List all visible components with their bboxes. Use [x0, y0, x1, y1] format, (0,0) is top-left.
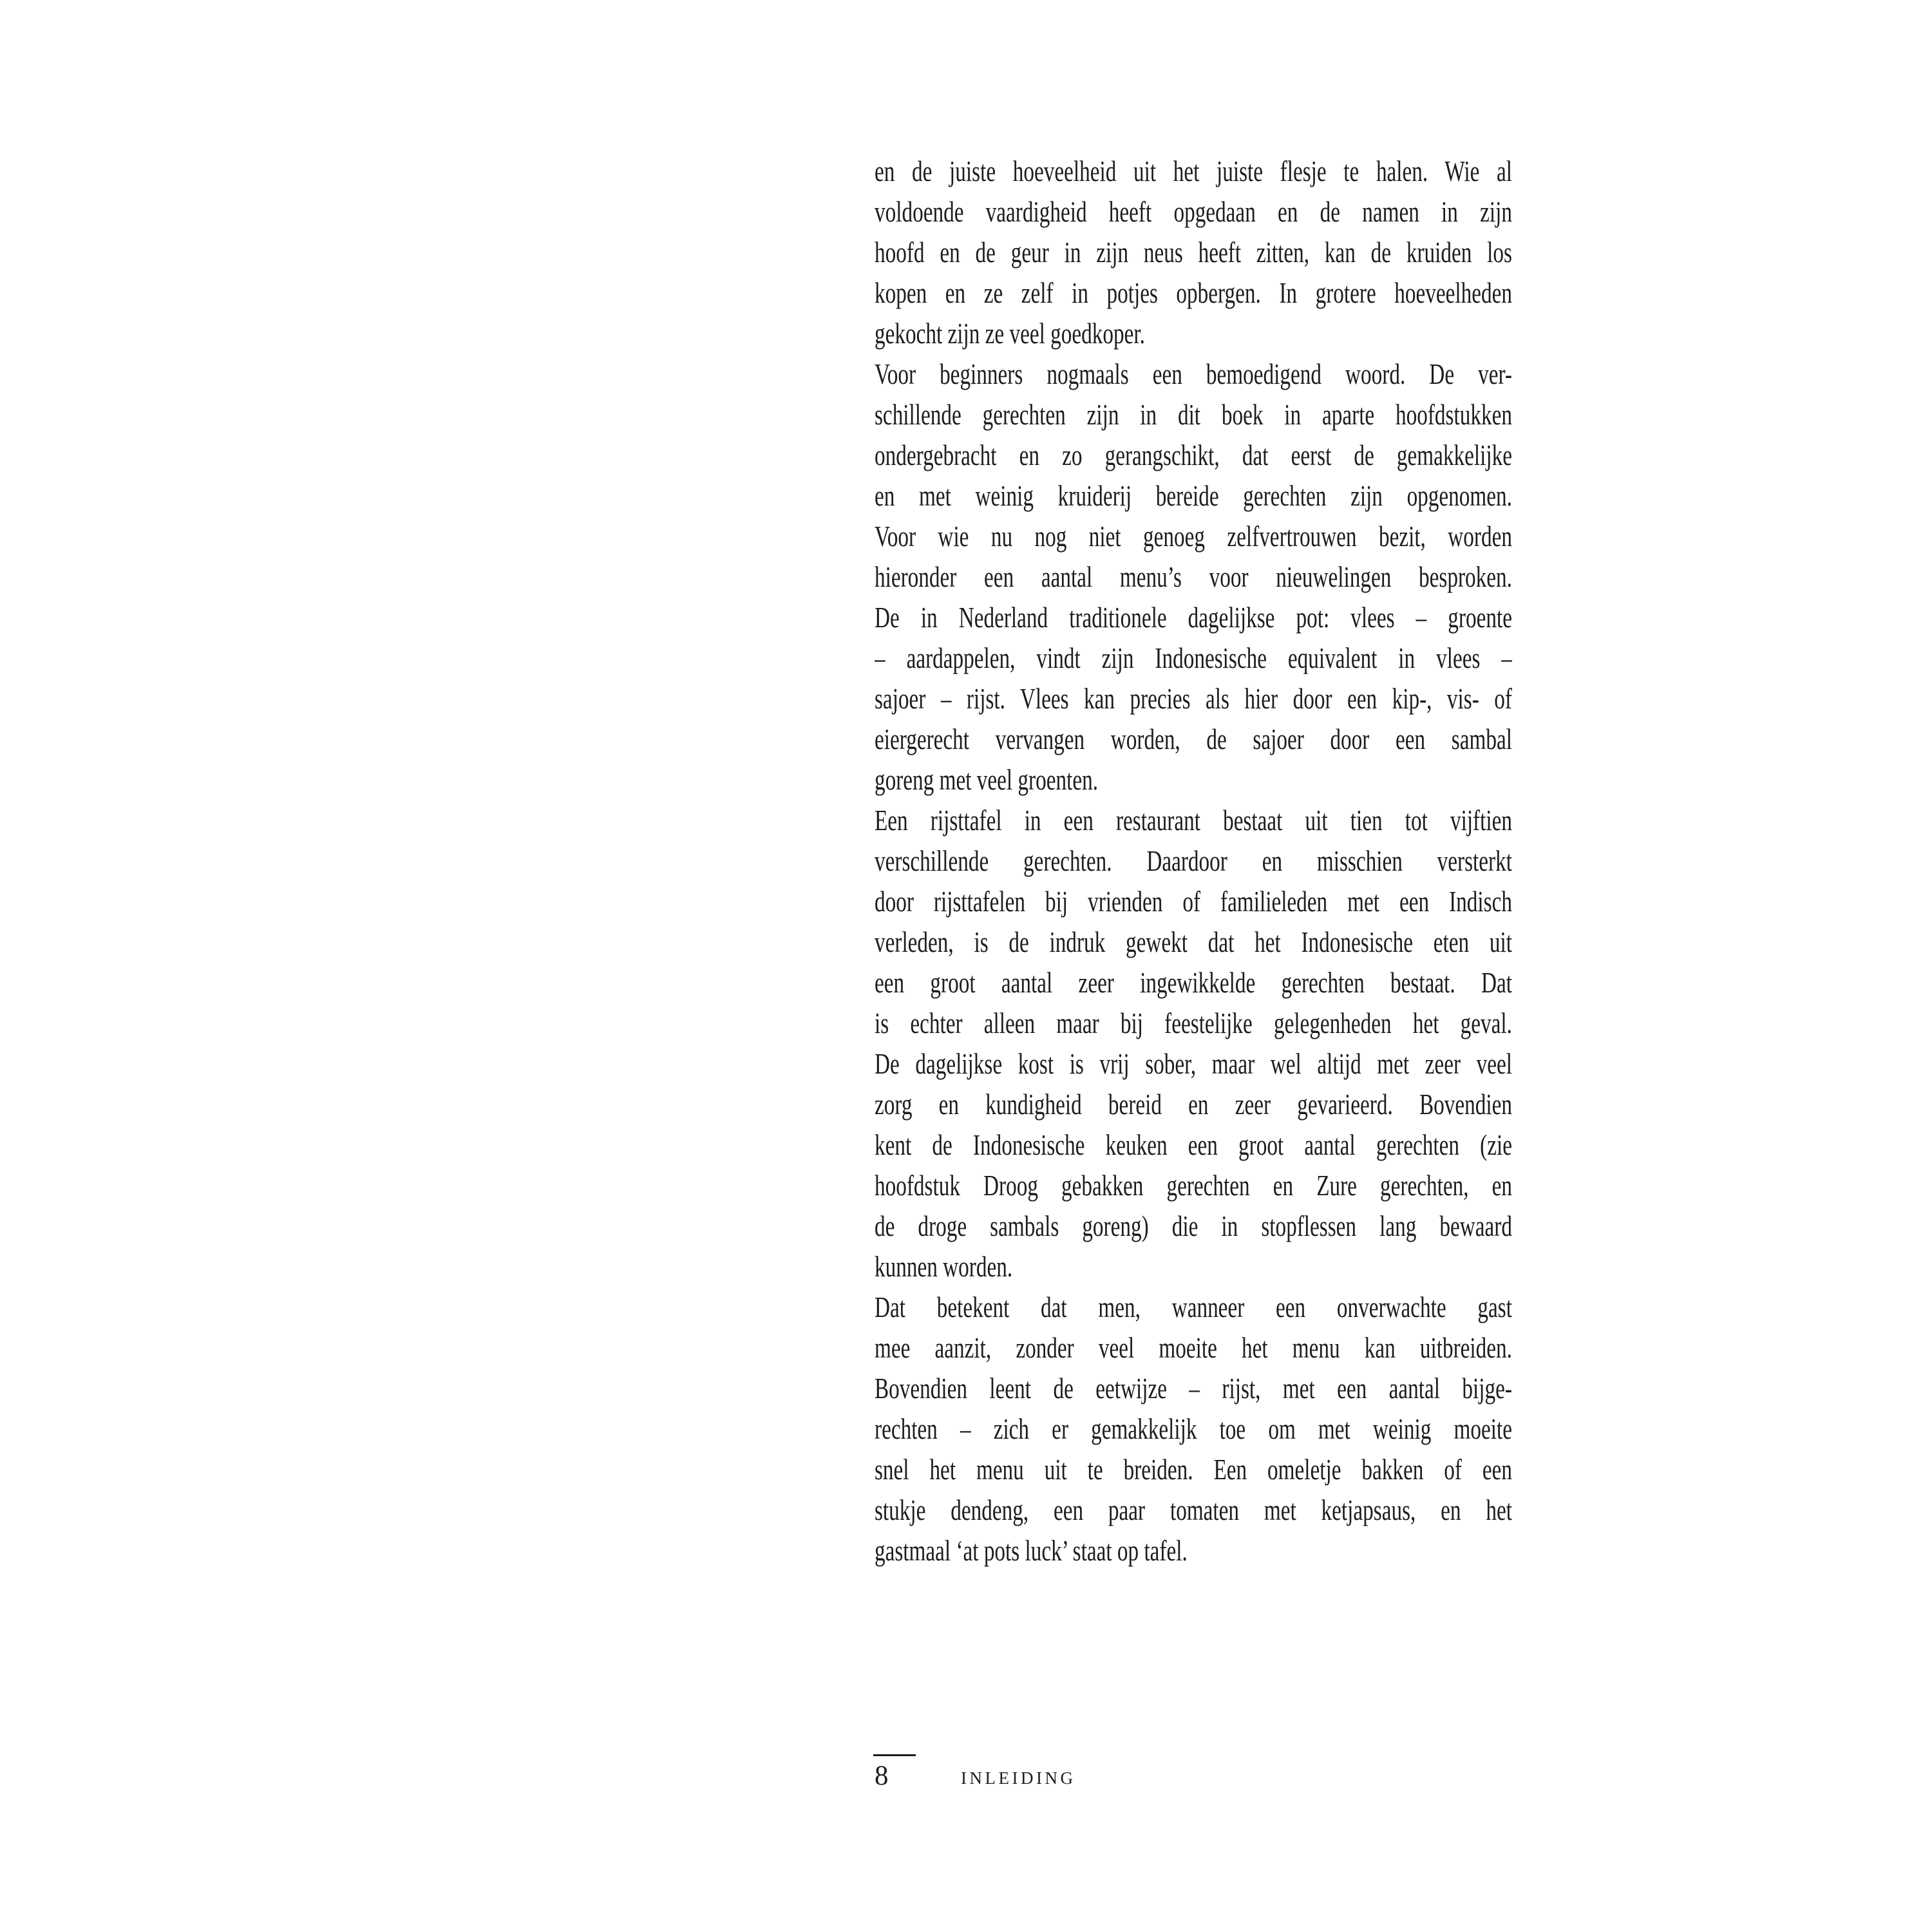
text-line: de droge sambals goreng) die in stopflessen lang bewaard: [875, 1209, 1512, 1242]
text-line: Voor beginners nogmaals een bemoedigend woord. De ver-: [875, 357, 1512, 390]
text-line: sajoer – rijst. Vlees kan precies als hier door een kip-, vis- of: [875, 682, 1512, 715]
page-text-block: [875, 151, 1512, 1571]
text-line: schillende gerechten zijn in dit boek in aparte hoofdstukken: [875, 398, 1512, 431]
text-line: Dat betekent dat men, wanneer een onverwachte gast: [875, 1291, 1512, 1323]
footer-rule: [873, 1754, 916, 1756]
text-line: hoofd en de geur in zijn neus heeft zitten, kan de kruiden los: [875, 236, 1512, 269]
text-line: verschillende gerechten. Daardoor en misschien versterkt: [875, 844, 1512, 877]
text-line: en met weinig kruiderij bereide gerechten zijn opgenomen.: [875, 479, 1512, 512]
text-line: gekocht zijn ze veel goedkoper.: [875, 317, 1145, 350]
text-line: hoofdstuk Droog gebakken gerechten en Zure gerechten, en: [875, 1169, 1512, 1202]
text-line: De in Nederland traditionele dagelijkse pot: vlees – groente: [875, 601, 1512, 634]
text-line: ondergebracht en zo gerangschikt, dat eerst de gemakkelijke: [875, 439, 1512, 471]
text-line: kopen en ze zelf in potjes opbergen. In grotere hoeveelheden: [875, 276, 1512, 309]
text-line: mee aanzit, zonder veel moeite het menu kan uitbreiden.: [875, 1331, 1512, 1364]
text-line: goreng met veel groenten.: [875, 763, 1099, 796]
text-line: De dagelijkse kost is vrij sober, maar wel altijd met zeer veel: [875, 1047, 1512, 1080]
text-line: verleden, is de indruk gewekt dat het Indonesische eten uit: [875, 925, 1512, 958]
text-line: gastmaal ‘at pots luck’ staat op tafel.: [875, 1534, 1188, 1567]
text-line: en de juiste hoeveelheid uit het juiste flesje te halen. Wie al: [875, 155, 1512, 187]
text-line: zorg en kundigheid bereid en zeer gevarieerd. Bovendien: [875, 1088, 1512, 1121]
text-line: hieronder een aantal menu’s voor nieuwelingen besproken.: [875, 560, 1512, 593]
text-line: door rijsttafelen bij vrienden of familieleden met een Indisch: [875, 885, 1512, 918]
text-line: is echter alleen maar bij feestelijke gelegenheden het geval.: [875, 1007, 1512, 1039]
text-line: – aardappelen, vindt zijn Indonesische equivalent in vlees –: [875, 641, 1512, 674]
text-line: kent de Indonesische keuken een groot aantal gerechten (zie: [875, 1128, 1512, 1161]
text-line: snel het menu uit te breiden. Een omeletje bakken of een: [875, 1453, 1512, 1486]
running-footer-section: INLEIDING: [961, 1768, 1076, 1788]
text-line: Een rijsttafel in een restaurant bestaat uit tien tot vijftien: [875, 804, 1512, 837]
text-line: eiergerecht vervangen worden, de sajoer door een sambal: [875, 723, 1512, 755]
text-line: Voor wie nu nog niet genoeg zelfvertrouwen bezit, worden: [875, 520, 1512, 553]
text-line: Bovendien leent de eetwijze – rijst, met een aantal bijge-: [875, 1372, 1512, 1405]
text-line: kunnen worden.: [875, 1250, 1013, 1283]
page-number: 8: [875, 1761, 889, 1791]
text-line: rechten – zich er gemakkelijk toe om met weinig moeite: [875, 1412, 1512, 1445]
text-line: voldoende vaardigheid heeft opgedaan en de namen in zijn: [875, 195, 1512, 228]
text-line: stukje dendeng, een paar tomaten met ketjapsaus, en het: [875, 1493, 1512, 1526]
text-line: een groot aantal zeer ingewikkelde gerechten bestaat. Dat: [875, 966, 1512, 999]
